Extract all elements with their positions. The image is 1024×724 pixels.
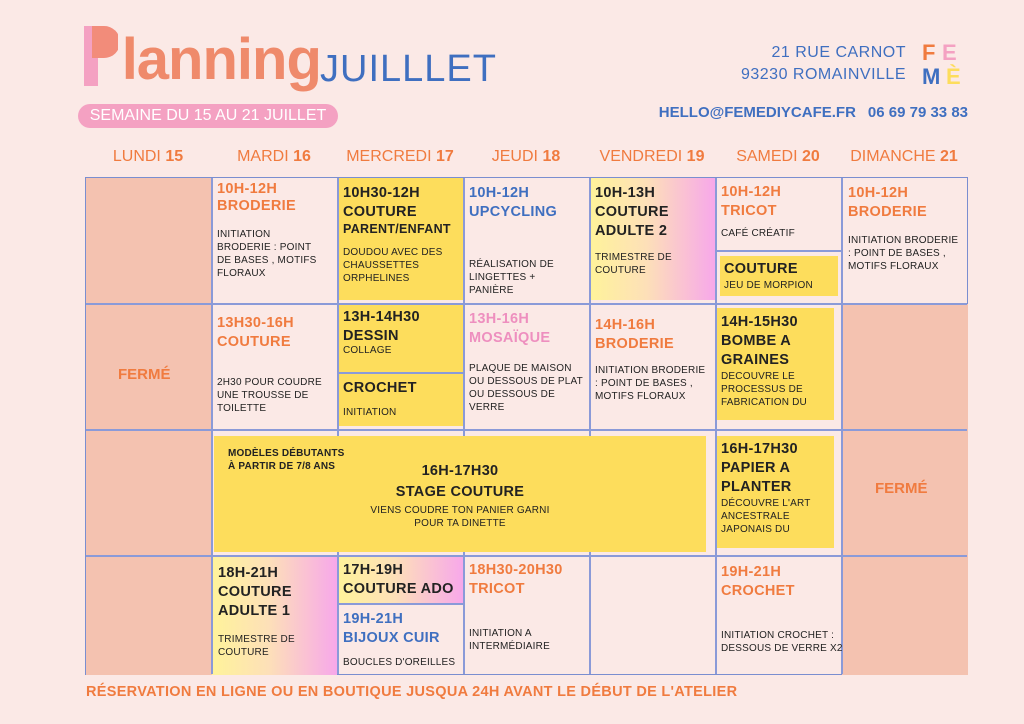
event-card[interactable]	[214, 562, 338, 662]
event-time: 18H30-20H30	[469, 562, 563, 578]
day-header-thursday: JEUDI 18	[491, 148, 561, 165]
event-title: DESSIN	[343, 328, 399, 344]
event-desc: CAFÉ CRÉATIF	[721, 228, 795, 239]
event-title-2: GRAINES	[721, 352, 790, 368]
event-title: PAPIER A	[721, 460, 791, 476]
event-title-2: ADULTE 2	[595, 223, 668, 239]
stage-note-1: MODÈLES DÉBUTANTS	[228, 448, 345, 459]
address	[741, 42, 906, 86]
event-time: 10H-12H	[721, 184, 782, 200]
event-title-2: PARENT/ENFANT	[343, 222, 451, 236]
event-card[interactable]	[465, 308, 589, 417]
svg-text:F: F	[922, 40, 936, 65]
event-desc: JEU DE MORPION	[724, 280, 813, 291]
event-card[interactable]	[214, 460, 706, 533]
grid-line	[86, 303, 967, 305]
day-header-wednesday: MERCREDI 17	[346, 148, 454, 165]
day-header-saturday: SAMEDI 20	[736, 148, 820, 165]
event-title: COUTURE	[724, 261, 798, 277]
event-card[interactable]	[465, 182, 589, 300]
event-time: 10H-12H	[469, 185, 530, 201]
event-desc: DECOUVRE LE PROCESSUS DE FABRICATION DU	[721, 371, 807, 408]
event-title: COUTURE ADO	[343, 581, 454, 597]
event-title: TRICOT	[469, 581, 525, 597]
event-time: 13H30-16H	[217, 315, 294, 331]
event-time: 17H-19H	[343, 562, 404, 578]
event-desc: INITIATION A INTERMÉDIAIRE	[469, 628, 550, 652]
day-header-monday: LUNDI 15	[112, 148, 184, 165]
event-title: COUTURE	[217, 334, 291, 350]
grid-line	[337, 603, 463, 605]
phone-number[interactable]: 06 69 79 33 83	[867, 104, 968, 121]
event-card[interactable]	[339, 306, 463, 360]
event-time: 19H-21H	[721, 564, 782, 580]
event-card[interactable]	[339, 559, 463, 600]
event-card[interactable]	[717, 561, 841, 658]
event-card[interactable]	[844, 182, 968, 276]
event-desc: INITIATION	[343, 407, 397, 418]
day-header-sunday: DIMANCHE 21	[850, 148, 958, 165]
event-time: 10H30-12H	[343, 185, 420, 201]
reservation-note: RÉSERVATION EN LIGNE OU EN BOUTIQUE JUSQUA 24H AVANT LE DÉBUT DE L'ATELIER	[86, 684, 738, 700]
event-card[interactable]	[717, 181, 841, 243]
event-desc: INITIATION BRODERIE : POINT DE BASES , MOTIFS FLORAUX	[595, 365, 706, 402]
event-title: MOSAÏQUE	[469, 330, 551, 346]
week-badge: SEMAINE DU 15 AU 21 JUILLET	[78, 104, 338, 128]
event-card[interactable]	[213, 312, 337, 418]
event-card[interactable]	[717, 438, 835, 539]
event-time: 14H-16H	[595, 317, 656, 333]
event-title-2: ADULTE 1	[218, 603, 291, 619]
event-title: COUTURE	[218, 584, 292, 600]
stage-note-2: À PARTIR DE 7/8 ANS	[228, 461, 336, 472]
address-line-1: 21 RUE CARNOT	[771, 44, 906, 61]
event-card[interactable]	[339, 377, 463, 422]
event-title: BOMBE A	[721, 333, 792, 349]
event-title: CROCHET	[721, 583, 795, 599]
logo-word-rest: lanning	[121, 27, 321, 92]
event-desc: INITIATION BRODERIE : POINT DE BASES , MOTIFS FLORAUX	[848, 235, 959, 272]
event-desc: TRIMESTRE DE COUTURE	[218, 634, 295, 658]
event-card[interactable]	[720, 258, 838, 295]
event-title: BRODERIE	[848, 204, 927, 220]
brand-logo-icon	[920, 38, 970, 88]
event-desc: BOUCLES D'OREILLES	[343, 657, 456, 668]
event-desc: INITIATION BRODERIE : POINT DE BASES , MOTIFS FLORAUX	[217, 229, 317, 279]
event-title: STAGE COUTURE	[395, 484, 525, 500]
event-time: 18H-21H	[218, 565, 279, 581]
event-time: 14H-15H30	[721, 314, 798, 330]
event-time: 10H-12H	[848, 185, 909, 201]
event-card[interactable]	[213, 178, 337, 283]
grid-line	[715, 250, 841, 252]
event-desc: PLAQUE DE MAISON OU DESSOUS DE PLAT OU DESSOUS DE VERRE	[469, 363, 583, 413]
monday-closed-block	[86, 178, 212, 675]
event-card[interactable]	[465, 559, 589, 656]
event-desc: COLLAGE	[343, 345, 392, 356]
email-link[interactable]: HELLO@FEMEDIYCAFE.FR	[658, 104, 856, 121]
event-time: 16H-17H30	[721, 441, 798, 457]
logo-word	[84, 26, 321, 93]
grid-line	[86, 555, 967, 557]
sunday-closed-label: FERMÉ	[875, 480, 928, 497]
event-desc: RÉALISATION DE LINGETTES + PANIÈRE	[469, 259, 554, 296]
event-title: BRODERIE	[595, 336, 674, 352]
event-time: 10H-13H	[595, 185, 656, 201]
day-header-friday: VENDREDI 19	[599, 148, 705, 165]
svg-text:E: E	[942, 40, 957, 65]
svg-text:È: È	[946, 64, 961, 88]
contact	[659, 104, 968, 121]
grid-line	[337, 372, 463, 374]
day-header-tuesday: MARDI 16	[237, 148, 311, 165]
event-card[interactable]	[717, 311, 835, 412]
monday-closed-label: FERMÉ	[118, 366, 171, 383]
event-time: 19H-21H	[343, 611, 404, 627]
grid-line	[841, 178, 843, 674]
event-desc: DÉCOUVRE L'ART ANCESTRALE JAPONAIS DU	[721, 498, 811, 535]
event-card[interactable]	[339, 608, 463, 672]
schedule-grid	[85, 177, 968, 675]
event-desc: DOUDOU AVEC DES CHAUSSETTES ORPHELINES	[343, 247, 443, 284]
event-time: 13H-16H	[469, 311, 530, 327]
page-title: JUILLLET	[320, 48, 497, 90]
event-title: BIJOUX CUIR	[343, 630, 440, 646]
event-time: 16H-17H30	[421, 463, 499, 479]
event-title: COUTURE	[343, 204, 417, 220]
event-desc: 2H30 POUR COUDRE UNE TROUSSE DE TOILETTE	[217, 377, 322, 414]
event-card[interactable]	[591, 182, 715, 280]
event-desc-2: POUR TA DINETTE	[414, 518, 506, 529]
event-desc: VIENS COUDRE TON PANIER GARNI	[370, 505, 550, 516]
address-line-2: 93230 ROMAINVILLE	[740, 66, 906, 83]
event-time: 13H-14H30	[343, 309, 420, 325]
svg-text:M: M	[922, 64, 941, 88]
event-card[interactable]	[339, 182, 463, 288]
event-title: UPCYCLING	[469, 204, 558, 220]
event-title: BRODERIE	[217, 198, 296, 214]
event-desc: INITIATION CROCHET : DESSOUS DE VERRE X2	[721, 630, 843, 654]
event-card[interactable]	[591, 314, 715, 406]
event-desc: TRIMESTRE DE COUTURE	[595, 252, 672, 276]
grid-line	[86, 429, 967, 431]
event-title: TRICOT	[721, 203, 777, 219]
event-title: CROCHET	[343, 380, 417, 396]
event-time: 10H-12H	[217, 181, 278, 197]
event-title: COUTURE	[595, 204, 669, 220]
event-title-2: PLANTER	[721, 479, 792, 495]
